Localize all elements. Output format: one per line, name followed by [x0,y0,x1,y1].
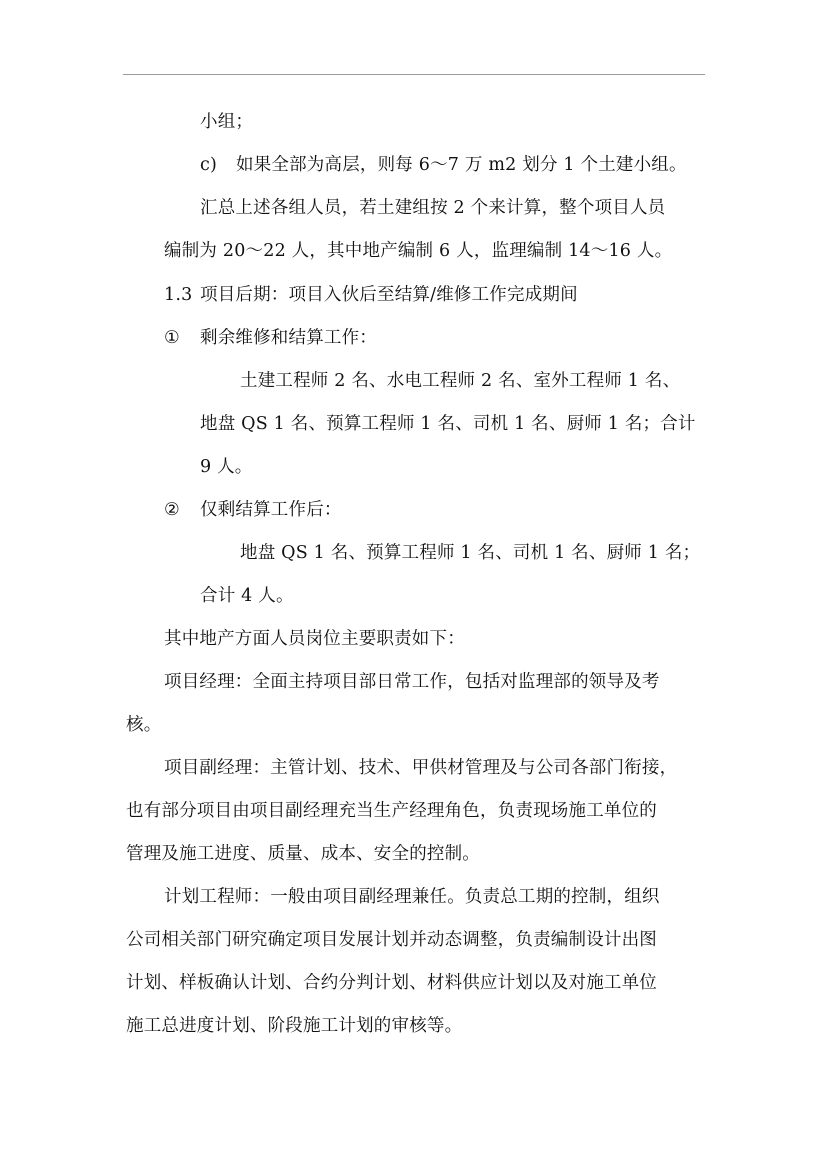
text-line: 项目经理：全面主持项目部日常工作，包括对监理部的领导及考 [164,672,660,692]
section-number: 1.3 [164,285,193,305]
text-line: 其中地产方面人员岗位主要职责如下： [164,629,465,649]
text-line: 核。 [126,715,162,735]
header-rule [123,74,705,75]
text-line: 公司相关部门研究确定项目发展计划并动态调整，负责编制设计出图 [126,930,657,950]
text-line: 9 人。 [200,457,253,477]
text-line: 施工总进度计划、阶段施工计划的审核等。 [126,1016,463,1036]
text-line: 计划工程师：一般由项目副经理兼任。负责总工期的控制，组织 [164,887,660,907]
list-item-c: c) 如果全部为高层，则每 6～7 万 m2 划分 1 个土建小组。 [200,155,687,175]
text-line: 项目副经理：主管计划、技术、甲供材管理及与公司各部门衔接， [164,758,678,778]
text-line: 小组； [200,112,254,132]
text-line: 编制为 20～22 人，其中地产编制 6 人，监理编制 14～16 人。 [164,241,673,261]
circled-item-2: ② 仅剩结算工作后： [164,500,342,520]
circled-number: ① [164,328,180,348]
text-line: 计划、样板确认计划、合约分判计划、材料供应计划以及对施工单位 [126,973,657,993]
text-line: 地盘 QS 1 名、预算工程师 1 名、司机 1 名、厨师 1 名； [240,543,701,563]
text-line: 管理及施工进度、质量、成本、安全的控制。 [126,844,480,864]
circled-item-1: ① 剩余维修和结算工作： [164,328,377,348]
section-heading: 1.3 项目后期：项目入伙后至结算/维修工作完成期间 [164,285,578,305]
text-line: 也有部分项目由项目副经理充当生产经理角色，负责现场施工单位的 [126,801,657,821]
text-line: 汇总上述各组人员，若土建组按 2 个来计算，整个项目人员 [200,198,666,218]
text-line: 地盘 QS 1 名、预算工程师 1 名、司机 1 名、厨师 1 名；合计 [200,414,696,434]
circled-number: ② [164,500,180,520]
list-marker: c) [200,155,218,175]
text-line: 土建工程师 2 名、水电工程师 2 名、室外工程师 1 名、 [240,371,681,391]
text-line: 合计 4 人。 [200,586,294,606]
